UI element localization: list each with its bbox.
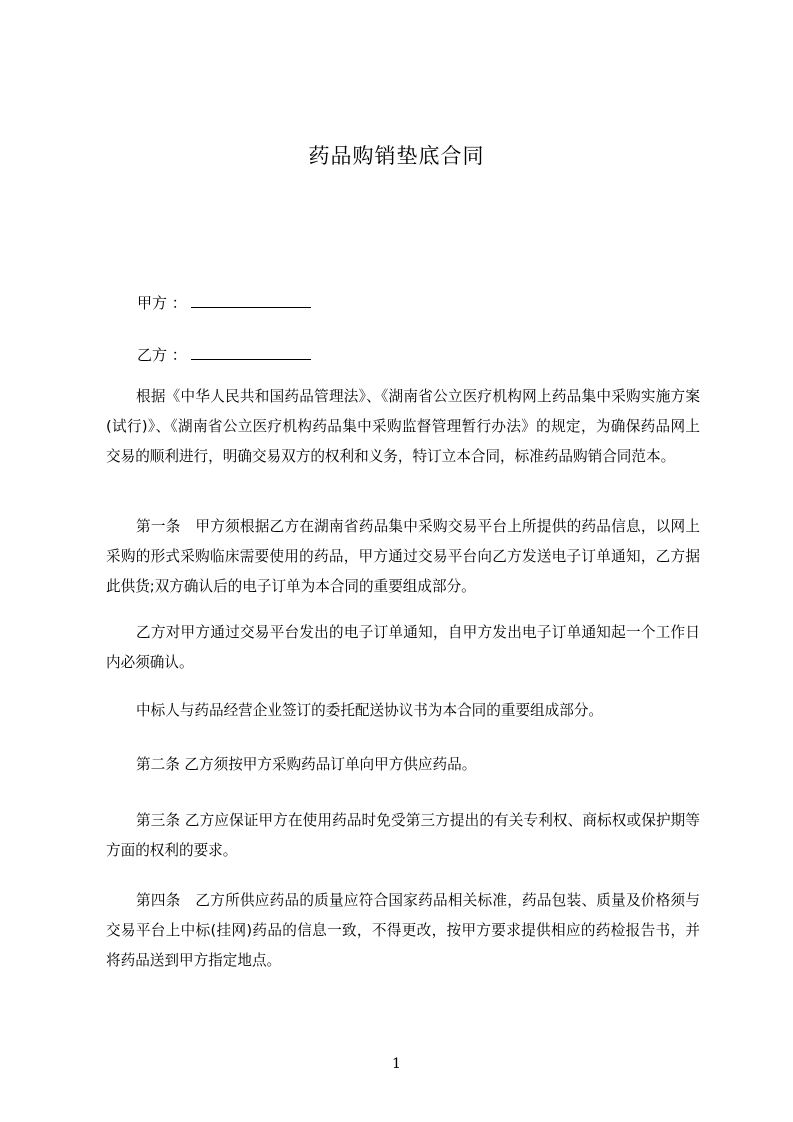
article-2-paragraph: 第二条 乙方须按甲方采购药品订单向甲方供应药品。 bbox=[136, 756, 477, 773]
party-b-label: 乙方 ： bbox=[137, 346, 187, 364]
article-3-paragraph: 第三条 乙方应保证甲方在使用药品时免受第三方提出的有关专利权、商标权或保护期等方面的权利的要求。 bbox=[106, 812, 700, 859]
delivery-agreement-paragraph: 中标人与药品经营企业签订的委托配送协议书为本合同的重要组成部分。 bbox=[136, 702, 604, 719]
article-4-paragraph: 第四条 乙方所供应药品的质量应符合国家药品相关标准，药品包装、质量及价格须与交易平台上中标(挂网)药品的信息一致，不得更改，按甲方要求提供相应的药检报告书，并将药品送到甲方指定地点。 bbox=[106, 892, 700, 969]
document-title: 药品购销垫底合同 bbox=[308, 144, 485, 168]
party-a-blank bbox=[191, 293, 311, 308]
party-b-blank bbox=[191, 345, 311, 360]
party-a-label: 甲方 ： bbox=[137, 294, 187, 312]
party-a-line bbox=[137, 292, 311, 314]
page-number: 1 bbox=[392, 1056, 401, 1072]
party-b-line bbox=[137, 344, 311, 366]
article-1-paragraph: 第一条 甲方须根据乙方在湖南省药品集中采购交易平台上所提供的药品信息，以网上采购的形式采购临床需要使用的药品，甲方通过交易平台向乙方发送电子订单通知，乙方据此供货;双方确认后的电子订单为本合同的重要组成部分。 bbox=[106, 518, 700, 595]
confirmation-paragraph: 乙方对甲方通过交易平台发出的电子订单通知，自甲方发出电子订单通知起一个工作日内必须确认。 bbox=[106, 624, 700, 671]
intro-paragraph: 根据《中华人民共和国药品管理法》、《湖南省公立医疗机构网上药品集中采购实施方案(试行)》、《湖南省公立医疗机构药品集中采购监督管理暂行办法》的规定，为确保药品网上交易的顺利进行，明确交易双方的权利和义务，特订立本合同，标准药品购销合同范本。 bbox=[106, 388, 700, 465]
